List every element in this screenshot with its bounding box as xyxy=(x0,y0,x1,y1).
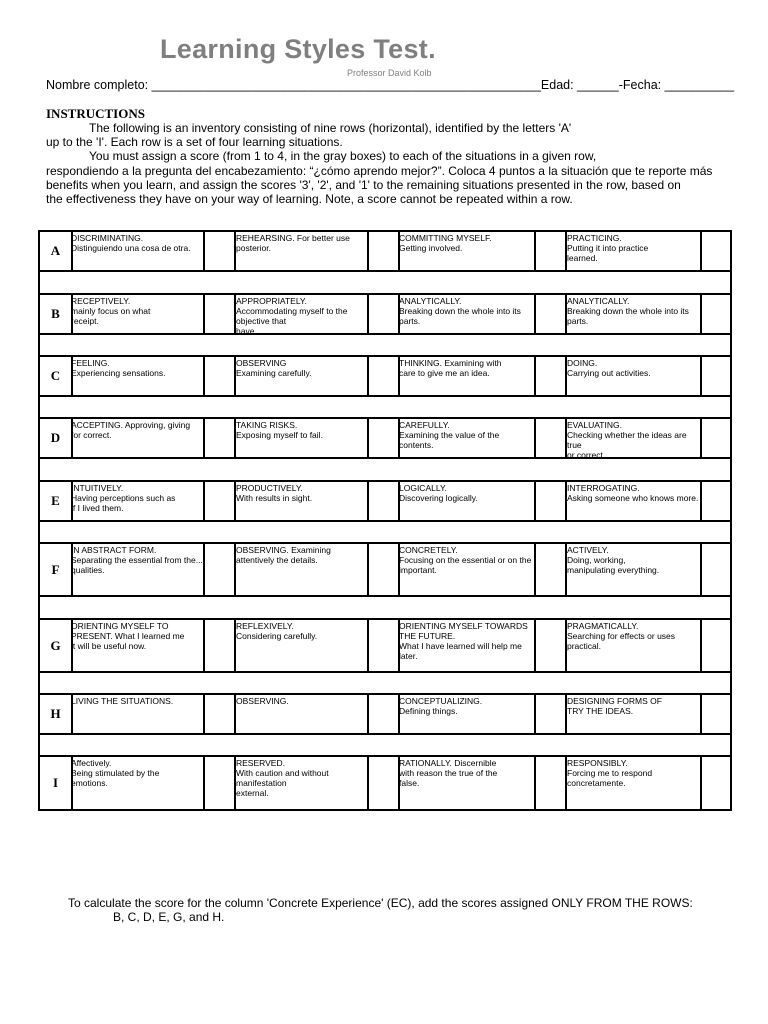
instructions-body xyxy=(46,121,746,206)
learning-situation: INTERROGATING. Asking someone who knows more. xyxy=(567,483,699,503)
score-box[interactable] xyxy=(369,695,398,733)
learning-situation: RESERVED. With caution and without manifestation external. xyxy=(236,758,329,798)
score-box[interactable] xyxy=(702,757,730,809)
learning-situation: OBSERVING Examining carefully. xyxy=(236,358,312,378)
learning-situation: OBSERVING. Examining attentively the details. xyxy=(236,545,331,565)
learning-situation: ACTIVELY. Doing, working, manipulating everything. xyxy=(567,545,660,575)
learning-situation: PRAGMATICALLY. Searching for effects or uses practical. xyxy=(567,621,676,651)
score-box[interactable] xyxy=(205,695,234,733)
score-box[interactable] xyxy=(536,695,565,733)
scoring-note-line: To calculate the score for the column 'Concrete Experience' (EC), add the scores assigned ONLY FROM THE ROWS: xyxy=(68,896,693,910)
score-box[interactable] xyxy=(702,695,730,733)
table-row xyxy=(40,293,730,335)
score-box[interactable] xyxy=(536,757,565,809)
score-box[interactable] xyxy=(702,544,730,595)
row-letter: D xyxy=(50,430,61,445)
row-letter: F xyxy=(51,561,60,577)
score-box[interactable] xyxy=(536,620,565,671)
score-box[interactable] xyxy=(369,295,398,333)
learning-situation: OBSERVING. xyxy=(236,696,289,706)
author-credit: Professor David Kolb xyxy=(347,68,432,78)
score-box[interactable] xyxy=(369,357,398,395)
score-box[interactable] xyxy=(205,295,234,333)
row-letter: C xyxy=(50,368,61,383)
table-row xyxy=(40,480,730,522)
learning-situation: ACCEPTING. Approving, giving for correct. xyxy=(71,420,191,440)
instructions-line: the effectiveness they have on your way of learning. Note, a score cannot be repeated within a row. xyxy=(46,192,573,207)
learning-situation: REFLEXIVELY. Considering carefully. xyxy=(236,621,318,641)
instructions-line: The following is an inventory consisting of nine rows (horizontal), identified by the letters 'A' xyxy=(89,121,572,135)
score-box[interactable] xyxy=(369,232,398,270)
row-letter: A xyxy=(50,243,61,258)
learning-situation: TAKING RISKS. Exposing myself to fail. xyxy=(236,420,323,440)
name-age-date-line[interactable]: Nombre completo: ________________________________________________________Edad: ______-Fecha: __________ xyxy=(46,78,735,92)
page-title: Learning Styles Test. xyxy=(160,34,436,64)
table-row xyxy=(40,355,730,397)
learning-situation: RESPONSIBLY. Forcing me to respond concretamente. xyxy=(567,758,653,788)
score-box[interactable] xyxy=(702,232,730,270)
row-letter: H xyxy=(50,706,61,721)
score-box[interactable] xyxy=(205,544,234,595)
scoring-note-rows: B, C, D, E, G, and H. xyxy=(113,910,225,924)
score-box[interactable] xyxy=(369,482,398,520)
learning-situation: INTUITIVELY. Having perceptions such as if I lived them. xyxy=(71,483,176,513)
row-letter: G xyxy=(50,637,61,653)
score-box[interactable] xyxy=(369,620,398,671)
learning-situation: PRODUCTIVELY. With results in sight. xyxy=(236,483,313,503)
instructions-line: You must assign a score (from 1 to 4, in the gray boxes) to each of the situations in a given row, xyxy=(89,149,597,164)
score-box[interactable] xyxy=(702,482,730,520)
table-row xyxy=(40,232,730,272)
score-box[interactable] xyxy=(205,357,234,395)
learning-situation: THINKING. Examining with care to give me an idea. xyxy=(399,358,502,378)
score-box[interactable] xyxy=(702,620,730,671)
row-letter: B xyxy=(51,306,60,321)
score-box[interactable] xyxy=(205,232,234,270)
learning-situation: ORIENTING MYSELF TOWARDS THE FUTURE. What I have learned will help me later. xyxy=(399,621,528,661)
score-box[interactable] xyxy=(702,419,730,457)
score-box[interactable] xyxy=(702,357,730,395)
learning-situation: RECEPTIVELY. mainly focus on what receipt. xyxy=(71,296,151,326)
score-box[interactable] xyxy=(205,482,234,520)
score-box[interactable] xyxy=(536,482,565,520)
instructions-heading: INSTRUCTIONS xyxy=(46,106,145,121)
score-box[interactable] xyxy=(536,544,565,595)
score-box[interactable] xyxy=(205,757,234,809)
table-row xyxy=(40,755,730,811)
learning-situation: ANALYTICALLY. Breaking down the whole into its parts. xyxy=(567,296,689,326)
score-box[interactable] xyxy=(369,544,398,595)
learning-situation: RATIONALLY. Discernible with reason the true of the false. xyxy=(399,758,498,788)
table-row xyxy=(40,618,730,673)
row-letter: E xyxy=(51,493,60,508)
learning-situation: LOGICALLY. Discovering logically. xyxy=(399,483,478,503)
learning-situation: CONCEPTUALIZING. Defining things. xyxy=(399,696,483,716)
scoring-note xyxy=(68,896,693,924)
learning-situation: Affectively. Being stimulated by the emotions. xyxy=(71,758,160,788)
learning-situation: ANALYTICALLY. Breaking down the whole into its parts. xyxy=(399,296,521,326)
learning-situation: CAREFULLY. Examining the value of the contents. xyxy=(399,420,500,450)
learning-situation: CONCRETELY. Focusing on the essential or on the important. xyxy=(399,545,532,575)
row-letter: I xyxy=(52,775,59,790)
instructions-line: up to the 'I'. Each row is a set of four learning situations. xyxy=(46,135,343,150)
score-box[interactable] xyxy=(536,295,565,333)
instructions-line: benefits when you learn, and assign the scores '3', '2', and '1' to the remaining situations presented in the row, based on xyxy=(46,177,681,192)
score-box[interactable] xyxy=(536,232,565,270)
learning-situation: EVALUATING. Checking whether the ideas are true or correct. xyxy=(567,420,687,460)
score-box[interactable] xyxy=(205,620,234,671)
score-box[interactable] xyxy=(536,357,565,395)
learning-situation: LIVING THE SITUATIONS. xyxy=(71,696,174,706)
score-box[interactable] xyxy=(369,419,398,457)
learning-situation: COMMITTING MYSELF. Getting involved. xyxy=(399,233,492,253)
learning-situation: FEELING. Experiencing sensations. xyxy=(71,358,166,378)
learning-situation: DESIGNING FORMS OF TRY THE IDEAS. xyxy=(567,696,662,716)
instructions-line: respondiendo a la pregunta del encabezamiento: “¿cómo aprendo mejor?”. Coloca 4 puntos a la situación que te reporte más xyxy=(46,163,713,178)
learning-situation: IN ABSTRACT FORM. Separating the essential from the... qualities. xyxy=(71,545,203,575)
learning-situation: ORIENTING MYSELF TO PRESENT. What I learned me it will be useful now. xyxy=(71,621,185,651)
score-box[interactable] xyxy=(702,295,730,333)
table-row xyxy=(40,542,730,597)
table-row xyxy=(40,693,730,735)
table-row xyxy=(40,417,730,459)
learning-situation: REHEARSING. For better use posterior. xyxy=(236,233,350,253)
learning-styles-table xyxy=(38,230,732,811)
learning-situation: PRACTICING. Putting it into practice learned. xyxy=(567,233,649,263)
learning-situation: DISCRIMINATING. Distinguiendo una cosa de otra. xyxy=(71,233,191,253)
score-box[interactable] xyxy=(369,757,398,809)
score-box[interactable] xyxy=(205,419,234,457)
learning-situation: DOING. Carrying out activities. xyxy=(567,358,651,378)
score-box[interactable] xyxy=(536,419,565,457)
learning-situation: APPROPRIATELY. Accommodating myself to the objective that have. xyxy=(236,296,348,336)
